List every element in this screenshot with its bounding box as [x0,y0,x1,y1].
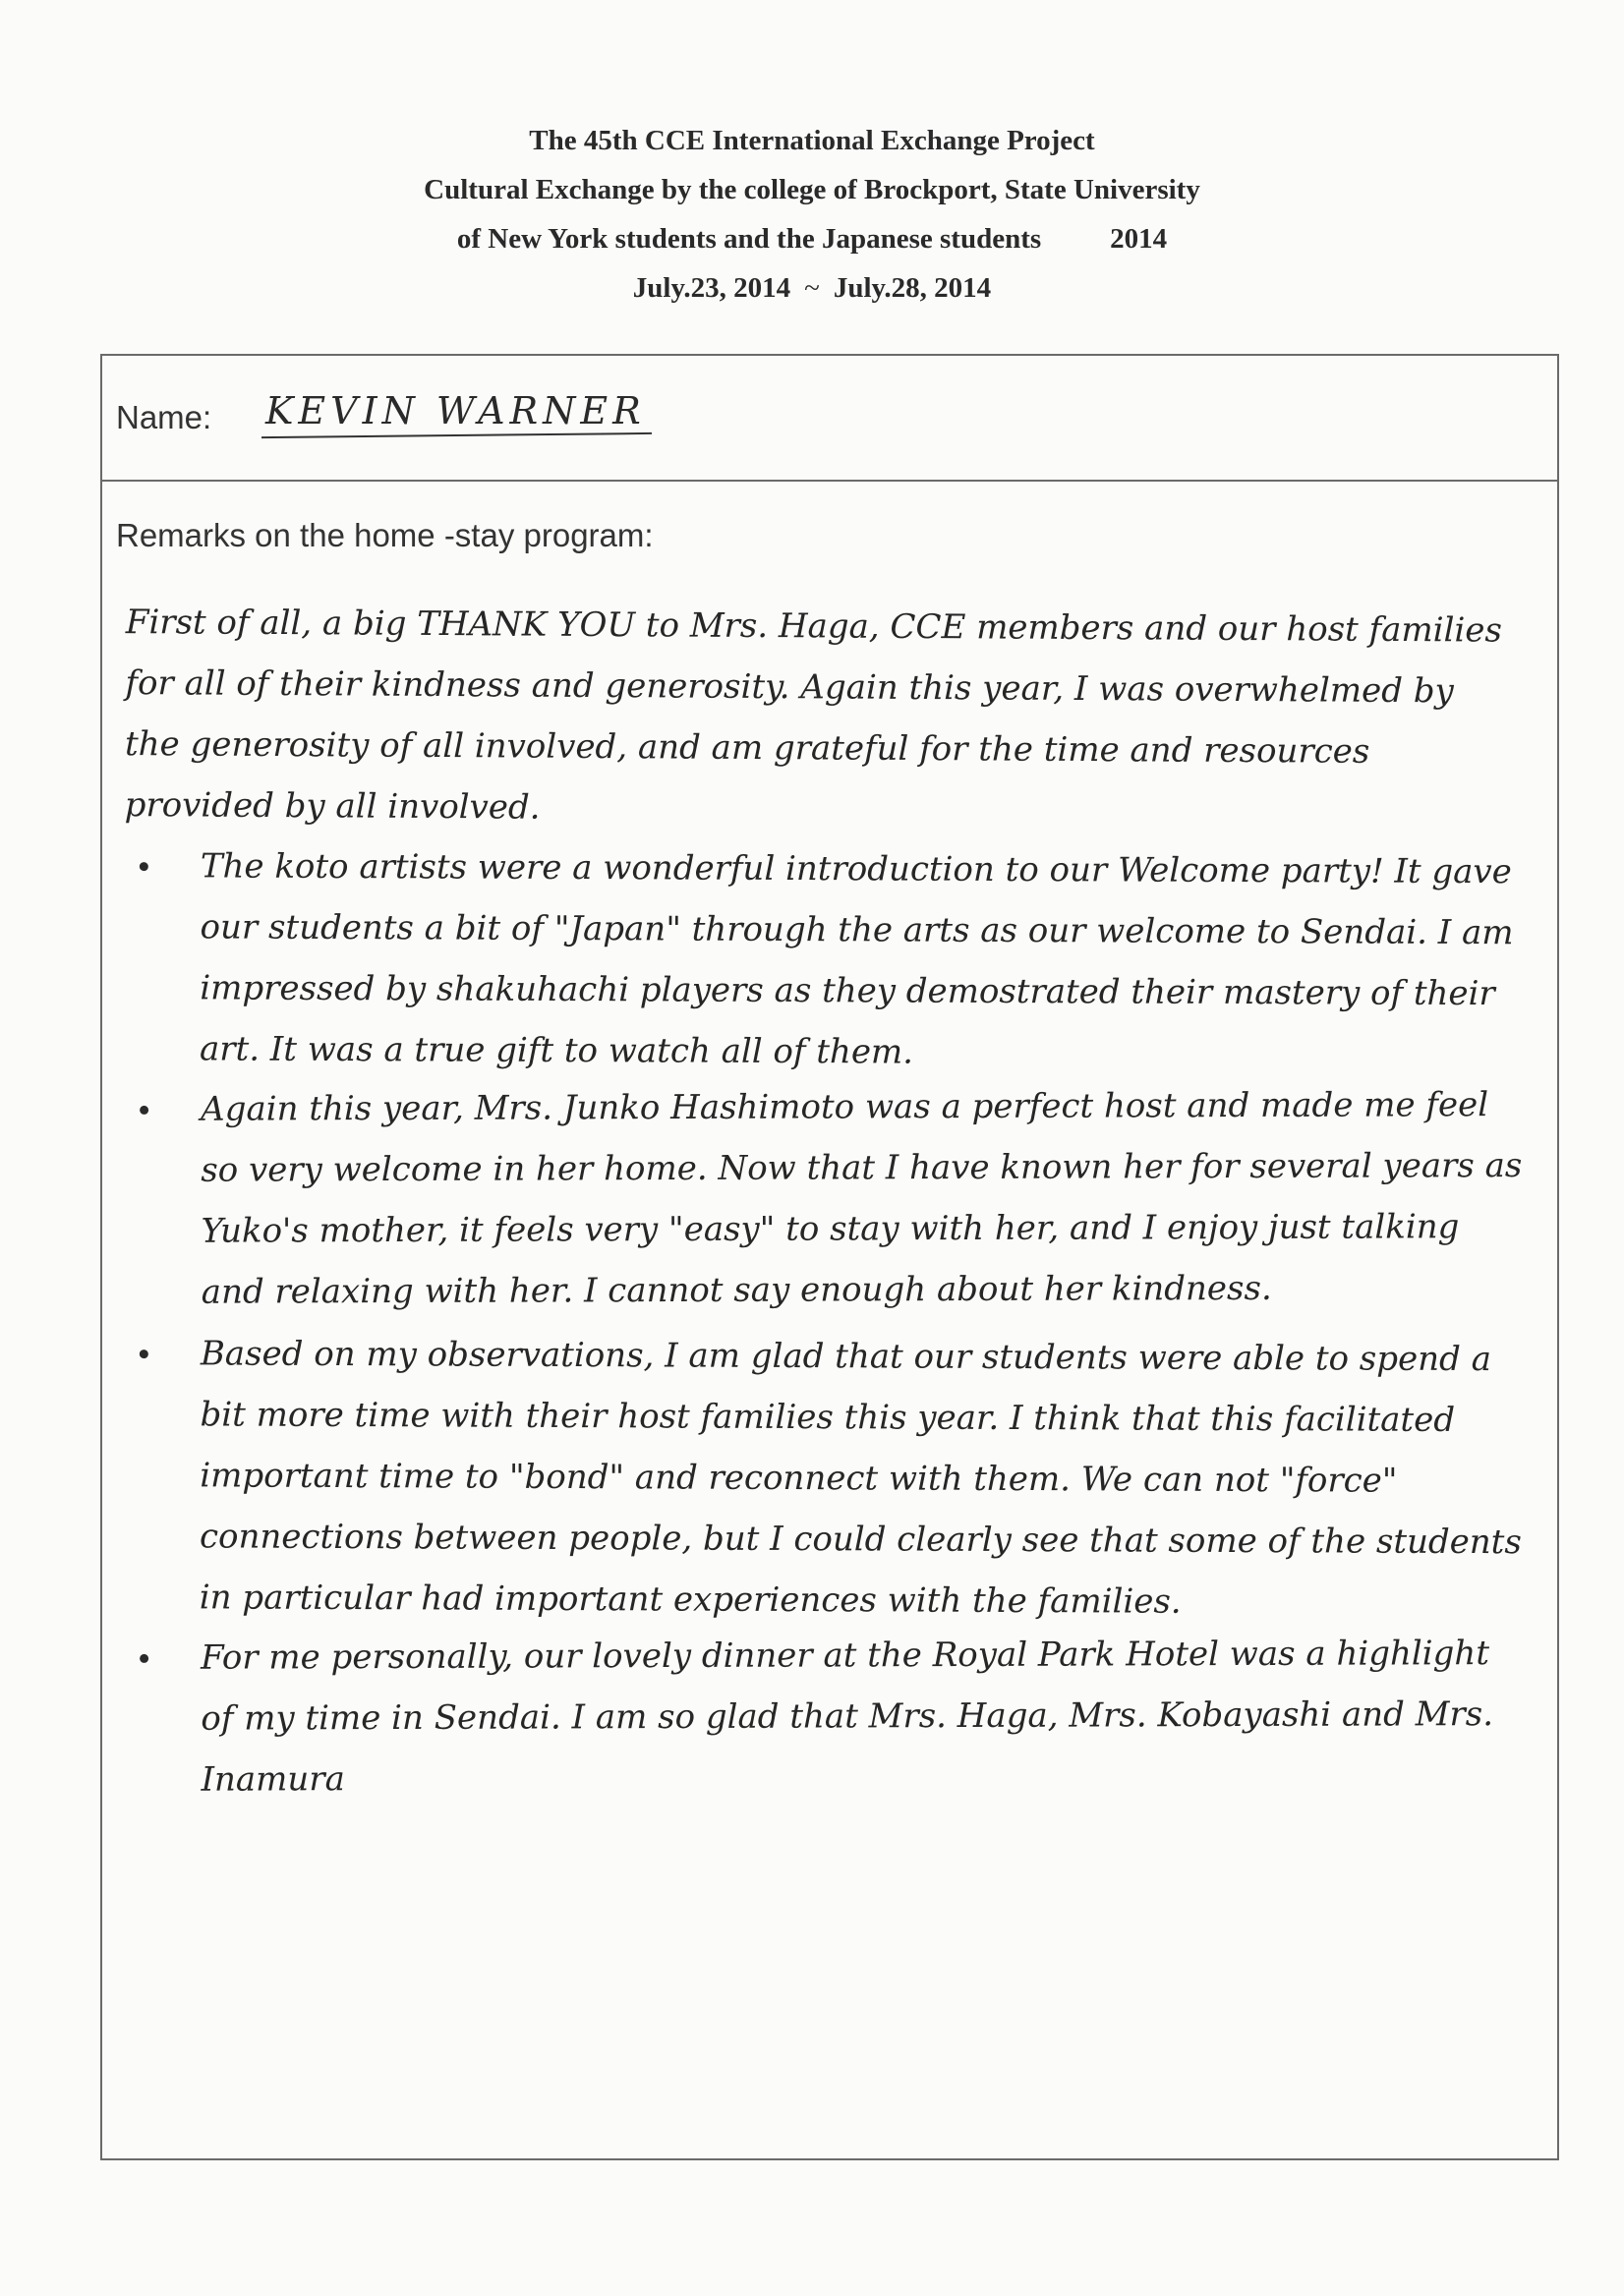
bullet-item [113,835,1549,1085]
bullet-item [114,1623,1550,1810]
header-year: 2014 [1110,223,1168,255]
bullet-dot-icon [140,1349,148,1358]
name-label: Name: [116,399,212,435]
date-end: July.28, 2014 [833,272,992,304]
date-start: July.23, 2014 [632,272,791,304]
bullet-item [113,1323,1549,1634]
remarks-body [114,592,1549,1810]
bullet-text: For me personally, our lovely dinner at the Royal Park Hotel was a highlight of my time in Sendai. I am so glad that Mrs. Haga, Mrs. Kobayashi and Mrs. Inamura [201,1634,1494,1800]
name-value: KEVIN WARNER [265,389,646,432]
remarks-bullet-list [114,835,1549,1810]
remarks-label: Remarks on the home -stay program: [116,517,654,553]
bullet-dot-icon [140,862,148,871]
remarks-form [100,354,1559,2160]
header-subtitle-text: of New York students and the Japanese students [456,223,1042,255]
bullet-dot-icon [140,1106,148,1115]
header-subtitle-2 [0,214,1624,263]
bullet-text: The koto artists were a wonderful introduction to our Welcome party! It gave our students a bit of "Japan" through the arts as our welcome to Sendai. I am impressed by shakuhachi players as they demostrated their mastery of their art. It was a true gift to watch all of them. [199,846,1514,1072]
header-subtitle-line: Cultural Exchange by the college of Brockport, State University [424,174,1200,205]
remarks-intro: First of all, a big THANK YOU to Mrs. Haga, CCE members and our host families for all of their kindness and generosity. Again this year, I was overwhelmed by the generosity of all involved, and am grateful for the time and resources provided by all involved. [124,603,1502,828]
bullet-text: Based on my observations, I am glad that our students were able to spend a bit more time with their host families this year. I think that this facilitated important time to "bond" and reconnect with them. We can not "force" connections between people, but I could clearly see that some of the students in particular had important experiences with the families. [199,1334,1522,1622]
header-subtitle [0,165,1624,214]
bullet-text: Again this year, Mrs. Junko Hashimoto was a perfect host and made me feel so very welcome in her home. Now that I have known her for several years as Yuko's mother, it feels very "easy" to stay with her, and I enjoy just talking and relaxing with her. I cannot say enough about her kindness. [201,1085,1523,1312]
header-title: The 45th CCE International Exchange Project [529,125,1095,156]
name-row [102,356,1557,482]
header-dates [0,263,1624,313]
date-separator: ~ [804,272,820,304]
bullet-item [114,1074,1550,1323]
bullet-dot-icon [140,1654,148,1663]
document-header [0,116,1624,313]
